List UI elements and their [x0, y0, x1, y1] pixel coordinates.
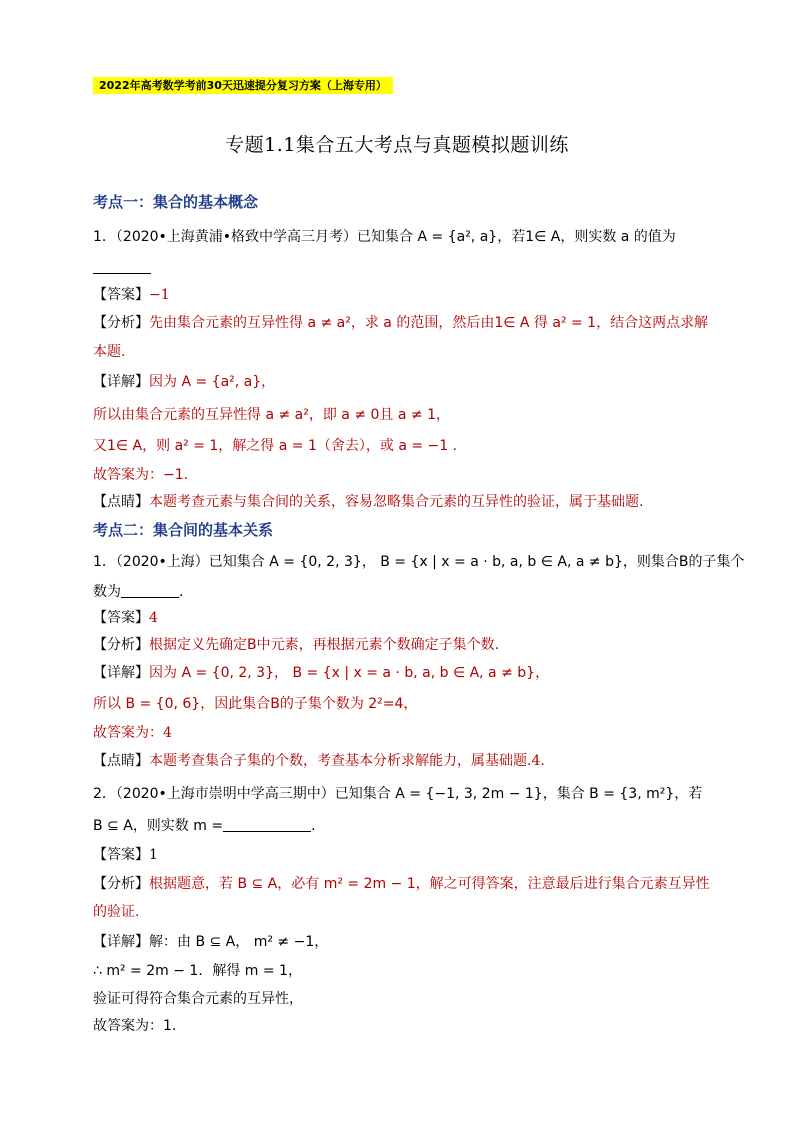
- detail-tag: 【详解】: [93, 665, 149, 681]
- detail-text: 因为 A = {0, 2, 3}， B = {x | x = a · b, a, b ∈ A, a ≠ b}，: [149, 665, 550, 681]
- stem-end: .: [179, 584, 184, 600]
- analysis-tag: 【分析】: [93, 315, 149, 331]
- answer-blank: [223, 817, 311, 832]
- s2-q1-answer: [93, 608, 158, 628]
- answer-value: 4: [149, 610, 158, 626]
- stem-text: B ⊆ A，则实数 m =: [93, 818, 224, 834]
- comment-end: 4.: [531, 753, 545, 769]
- answer-value: −1: [149, 287, 170, 303]
- section2-heading: 考点二：集合间的基本关系: [93, 521, 274, 539]
- answer-tag: 【答案】: [93, 847, 149, 863]
- comment-tag: 【点睛】: [93, 494, 149, 510]
- s1-q1-detail-4: 故答案为：−1.: [93, 467, 189, 483]
- s1-q1-comment: [93, 492, 643, 512]
- s2-q1-detail-2: 所以 B = {0, 6}，因此集合B的子集个数为 2²=4，: [93, 696, 418, 712]
- analysis-text: 根据定义先确定B中元素，再根据元素个数确定子集个数.: [149, 637, 500, 653]
- s2-q1-detail: [93, 663, 549, 683]
- stem-end: .: [311, 818, 316, 834]
- analysis-text: 先由集合元素的互异性得 a ≠ a²，求 a 的范围，然后由1∈ A 得 a² = 1，结合这两点求解: [149, 315, 709, 331]
- detail-text: 故答案为：: [93, 725, 163, 741]
- analysis-tag: 【分析】: [93, 637, 149, 653]
- s2-q1-detail-3: [93, 723, 172, 743]
- answer-tag: 【答案】: [93, 287, 149, 303]
- s2-q2-stem: 2．（2020•上海市崇明中学高三期中）已知集合 A = {−1, 3, 2m − 1}，集合 B = {3, m²}，若: [93, 786, 703, 802]
- s2-q2-detail-4: 故答案为：1.: [93, 1018, 177, 1034]
- stem-text: 数为: [93, 584, 121, 600]
- s2-q2-detail-3: 验证可得符合集合元素的互异性，: [93, 991, 303, 1007]
- s2-q2-detail: [93, 932, 328, 952]
- header-banner: 2022年高考数学考前30天迅速提分复习方案（上海专用）: [93, 77, 393, 94]
- answer-blank: [93, 259, 151, 274]
- section1-heading: 考点一：集合的基本概念: [93, 193, 259, 211]
- s1-q1-stem: 1．（2020•上海黄浦•格致中学高三月考）已知集合 A = {a², a}，若1∈ A，则实数 a 的值为: [93, 229, 676, 245]
- comment-text: 本题考查集合子集的个数，考查基本分析求解能力，属基础题.: [149, 753, 532, 769]
- s2-q2-stem-2: [93, 816, 316, 836]
- detail-tag: 【详解】: [93, 374, 149, 390]
- s1-q1-answer: [93, 285, 170, 305]
- s2-q2-analysis-cont: 的验证.: [93, 904, 140, 920]
- s1-q1-detail: [93, 372, 275, 392]
- answer-value: 1: [149, 847, 158, 863]
- comment-text: 本题考查元素与集合间的关系，容易忽略集合元素的互异性的验证，属于基础题.: [149, 494, 644, 510]
- detail-tag: 【详解】: [93, 934, 149, 950]
- analysis-tag: 【分析】: [93, 876, 149, 892]
- s1-q1-detail-2: 所以由集合元素的互异性得 a ≠ a²，即 a ≠ 0且 a ≠ 1，: [93, 407, 450, 423]
- s2-q1-stem: 1．（2020•上海）已知集合 A = {0, 2, 3}， B = {x | x = a · b, a, b ∈ A, a ≠ b}，则集合B的子集个: [93, 554, 745, 570]
- s2-q2-analysis: [93, 874, 710, 894]
- s2-q2-answer: [93, 845, 158, 865]
- answer-blank: [121, 583, 179, 598]
- detail-value: 4: [163, 725, 172, 741]
- comment-tag: 【点睛】: [93, 753, 149, 769]
- answer-tag: 【答案】: [93, 610, 149, 626]
- s1-q1-blank: [93, 258, 151, 278]
- s2-q1-analysis: [93, 635, 499, 655]
- page-title: 专题1.1集合五大考点与真题模拟题训练: [225, 134, 569, 156]
- s1-q1-detail-3: 又1∈ A，则 a² = 1，解之得 a = 1（舍去），或 a = −1 .: [93, 438, 458, 454]
- s2-q1-comment: [93, 751, 545, 771]
- s1-q1-analysis-cont: 本题.: [93, 344, 126, 360]
- detail-text: 因为 A = {a², a}，: [149, 374, 276, 390]
- detail-text: 解：由 B ⊆ A， m² ≠ −1，: [149, 934, 329, 950]
- s2-q2-detail-2: ∴ m² = 2m − 1．解得 m = 1，: [93, 963, 302, 979]
- s1-q1-analysis: [93, 313, 708, 333]
- analysis-text: 根据题意，若 B ⊆ A，必有 m² = 2m − 1，解之可得答案，注意最后进行集合元素互异性: [149, 876, 710, 892]
- s2-q1-stem-2: [93, 582, 183, 602]
